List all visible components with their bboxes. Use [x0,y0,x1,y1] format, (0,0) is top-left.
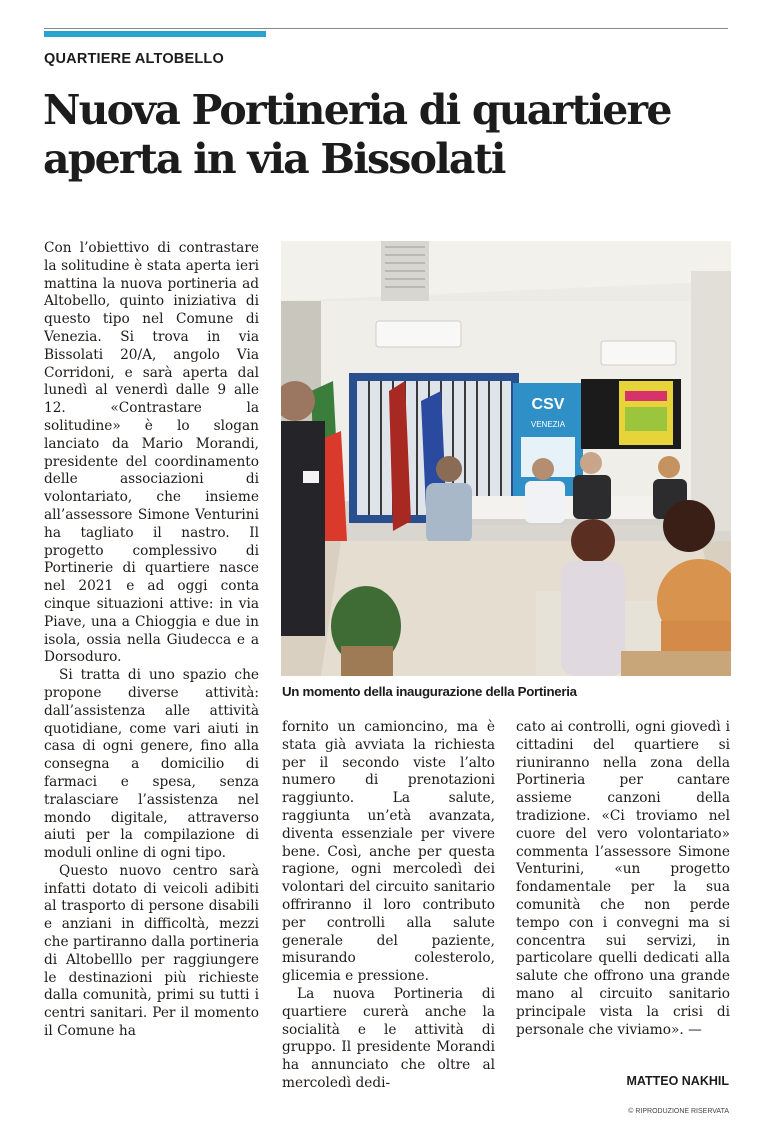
byline: MATTEO NAKHIL [626,1074,729,1088]
body-paragraph: fornito un camioncino, ma è stata già avviata la richiesta per il secondo viste l’alto numero di prenotazioni raggiunto. La salute, raggiunta un’età avanzata, diventa essenziale per vivere bene. Così, anche per questa ragione, ogni mercoledì dei volontari del circuito sanitario offriranno il loro contributo per controlli alla salute generale del paziente, misurando colesterolo, glicemia e pressione. [282,719,495,985]
headline-line-2: aperta in via Bissolati [43,135,505,183]
banner-text: VENEZIA [530,420,566,429]
body-paragraph: cato ai controlli, ogni giovedì i cittadini del quartiere si riuniranno nella zona della Portineria per cantare assieme canzoni della tradizione. «Ci troviamo nel cuore del vero volontariato» commenta l’assessore Simone Venturini, «un progetto fondamentale per la sua comunità che non perde tempo con i convegni ma si concentra sui servizi, in particolare quelli dedicati alla salute che offrono una grande mano al circuito sanitario principale vista la crisi di personale che viviamo». — [516,719,730,1038]
body-paragraph: La nuova Portineria di quartiere curerà anche la socialità e le attività di gruppo. Il presidente Morandi ha annunciato che oltre al mercoledì dedi- [282,985,495,1091]
section-accent-bar [44,31,266,37]
article-column-1 [44,240,259,1041]
article-photo [281,241,731,676]
body-paragraph: Con l’obiettivo di contrastare la solitudine è stata aperta ieri mattina la nuova portineria ad Altobello, quinto iniziativa di questo tipo nel Comune di Venezia. Si trova in via Bissolati 20/A, angolo Via Corridoni, e sarà aperta dal lunedì al venerdì dalle 9 alle 12. «Contrastare la solitudine» è lo slogan lanciato da Mario Morandi, presidente del coordinamento delle associazioni di volontariato, che insieme all’assessore Simone Venturini ha tagliato il nastro. Il progetto complessivo di Portinerie di quartiere nasce nel 2021 e ad oggi conta cinque situazioni attive: in via Piave, una a Chioggia e due in isola, ossia nella Giudecca e a Dorsoduro. [44,240,259,666]
copyright-notice: © RIPRODUZIONE RISERVATA [628,1108,729,1115]
headline [43,86,743,184]
body-paragraph: Si tratta di uno spazio che propone diverse attività: dall’assistenza alle attività quotidiane, come vari aiuti in casa di ogni genere, fino alla consegna a domicilio di farmaci e spesa, senza tralasciare l’assistenza nel mondo digitale, attraverso aiuti per la compilazione di moduli online di ogni tipo. [44,667,259,862]
banner-logo: CSV [531,396,565,413]
top-rule [44,28,728,29]
section-kicker: QUARTIERE ALTOBELLO [44,51,224,67]
article-column-2 [282,719,495,1093]
body-paragraph: Questo nuovo centro sarà infatti dotato di veicoli adibiti al trasporto di persone disabili e anziani in difficoltà, mezzi che partiranno dalla portineria di Altobelllo per raggiungere le destinazioni più richieste dalla comunità, primi su tutti i centri sanitari. Per il momento il Comune ha [44,862,259,1040]
headline-line-1: Nuova Portineria di quartiere [43,86,671,134]
article-column-3 [516,719,730,1039]
photo-caption: Un momento della inaugurazione della Portineria [282,684,577,699]
